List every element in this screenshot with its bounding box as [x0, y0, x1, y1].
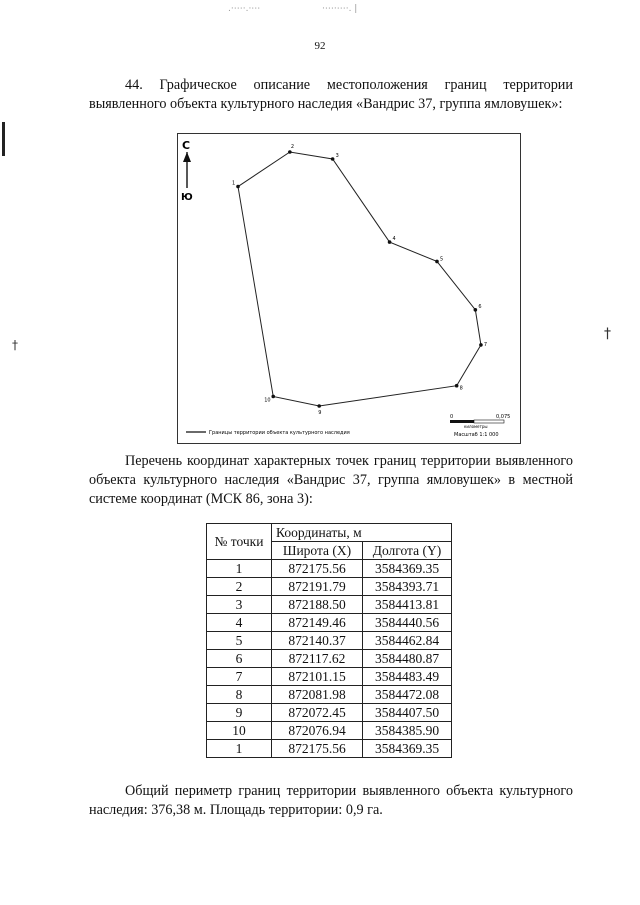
header-coordinates: Координаты, м [272, 524, 452, 542]
cell-point-number: 3 [207, 596, 272, 614]
scan-noise-top-right: ⋅⋯⋅⋯⋅. | [322, 4, 358, 14]
boundary-points [232, 144, 487, 416]
cell-latitude: 872175.56 [272, 740, 363, 758]
table-row [207, 740, 452, 758]
cell-point-number: 1 [207, 560, 272, 578]
coordinates-intro-text: Перечень координат характерных точек границ территории выявленного объекта культурного наследия «Вандрис 37, группа ямловушек» в местной системе координат (МСК 86, зона 3): [89, 453, 573, 507]
boundary-point-label: 5 [439, 256, 444, 263]
cell-point-number: 4 [207, 614, 272, 632]
table-row [207, 578, 452, 596]
margin-mark-right: † [604, 326, 611, 342]
cell-longitude: 3584480.87 [363, 650, 452, 668]
cell-latitude: 872117.62 [272, 650, 363, 668]
scale-bar-light [474, 420, 504, 423]
cell-latitude: 872076.94 [272, 722, 363, 740]
north-arrow-icon [183, 152, 191, 162]
header-longitude: Долгота (Y) [363, 542, 452, 560]
cell-latitude: 872101.15 [272, 668, 363, 686]
header-point-number: № точки [207, 524, 272, 560]
boundary-point-label: 2 [290, 144, 295, 150]
boundary-point-marker [271, 395, 275, 399]
cell-point-number: 7 [207, 668, 272, 686]
table-header-row [207, 524, 452, 542]
table-row [207, 686, 452, 704]
table-row [207, 704, 452, 722]
cell-longitude: 3584472.08 [363, 686, 452, 704]
cell-longitude: 3584385.90 [363, 722, 452, 740]
legend-label: Границы территории объекта культурного наследия [209, 430, 350, 436]
table-row [207, 650, 452, 668]
cell-latitude: 872175.56 [272, 560, 363, 578]
table-row [207, 722, 452, 740]
coordinates-intro [89, 452, 573, 509]
boundary-map-canvas [178, 134, 520, 443]
territory-boundary-polygon [238, 152, 481, 406]
coordinates-table-body [207, 560, 452, 758]
cell-point-number: 6 [207, 650, 272, 668]
cell-latitude: 872081.98 [272, 686, 363, 704]
boundary-point-label: 1 [232, 180, 236, 187]
boundary-point-label: 8 [459, 385, 463, 392]
boundary-point-marker [236, 185, 240, 189]
cell-longitude: 3584407.50 [363, 704, 452, 722]
header-latitude: Широта (X) [272, 542, 363, 560]
cell-point-number: 8 [207, 686, 272, 704]
section-heading [89, 76, 573, 114]
scale-ratio-label: Масштаб 1:1 000 [454, 432, 499, 438]
section-text: Графическое описание местоположения границ территории выявленного объекта культурного наследия «Вандрис 37, группа ямловушек»: [89, 77, 573, 112]
margin-mark-left: † [12, 338, 18, 352]
cell-longitude: 3584369.35 [363, 740, 452, 758]
scale-start-label: 0 [450, 414, 454, 420]
cell-point-number: 1 [207, 740, 272, 758]
compass [181, 139, 193, 203]
map-legend [186, 430, 350, 436]
cell-point-number: 2 [207, 578, 272, 596]
boundary-point-marker [474, 308, 478, 312]
cell-point-number: 9 [207, 704, 272, 722]
scale-bar-dark [450, 420, 474, 423]
cell-longitude: 3584393.71 [363, 578, 452, 596]
boundary-point-label: 7 [483, 341, 488, 348]
boundary-point-label: 9 [318, 410, 322, 416]
cell-longitude: 3584440.56 [363, 614, 452, 632]
cell-point-number: 10 [207, 722, 272, 740]
table-row [207, 668, 452, 686]
table-row [207, 632, 452, 650]
boundary-point-marker [331, 157, 335, 161]
cell-longitude: 3584369.35 [363, 560, 452, 578]
table-row [207, 596, 452, 614]
boundary-point-label: 10 [264, 397, 271, 404]
cell-longitude: 3584462.84 [363, 632, 452, 650]
boundary-point-marker [435, 260, 439, 264]
compass-south-label: Ю [181, 192, 193, 203]
cell-longitude: 3584483.49 [363, 668, 452, 686]
scan-noise-top: .⋅⋯⋅.⋅⋯ [228, 4, 261, 14]
table-row [207, 614, 452, 632]
cell-point-number: 5 [207, 632, 272, 650]
compass-north-label: С [182, 139, 191, 152]
cell-latitude: 872149.46 [272, 614, 363, 632]
cell-latitude: 872140.37 [272, 632, 363, 650]
table-row [207, 560, 452, 578]
cell-latitude: 872072.45 [272, 704, 363, 722]
boundary-map [177, 133, 521, 444]
scale-bar [450, 414, 510, 438]
section-number: 44. [125, 77, 143, 93]
cell-latitude: 872188.50 [272, 596, 363, 614]
cell-longitude: 3584413.81 [363, 596, 452, 614]
boundary-point-label: 4 [392, 236, 396, 243]
summary-text: Общий периметр границ территории выявленного объекта культурного наследия: 376,38 м. Площадь территории: 0,9 га. [89, 783, 573, 818]
page-number: 92 [314, 40, 326, 52]
scale-units-label: километры [464, 424, 488, 429]
summary-paragraph [89, 782, 573, 820]
scale-end-label: 0,075 [496, 414, 511, 420]
boundary-point-marker [388, 240, 392, 244]
boundary-point-label: 3 [335, 153, 339, 160]
boundary-point-marker [317, 404, 321, 408]
boundary-point-marker [288, 150, 292, 154]
boundary-point-marker [479, 343, 483, 347]
boundary-point-marker [455, 384, 459, 388]
margin-bar-left [2, 122, 5, 156]
boundary-point-label: 6 [478, 303, 482, 310]
cell-latitude: 872191.79 [272, 578, 363, 596]
coordinates-table [206, 523, 452, 758]
